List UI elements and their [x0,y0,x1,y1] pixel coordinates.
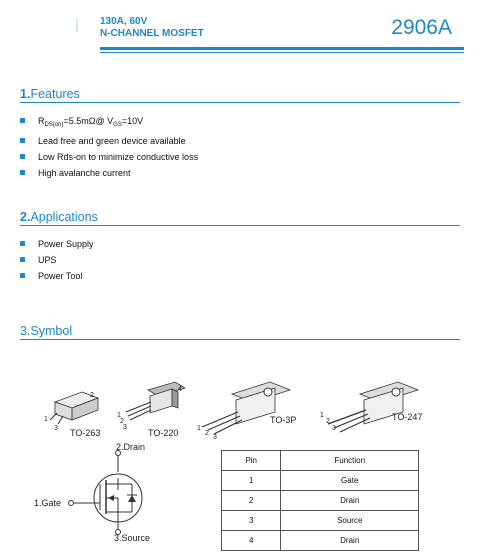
pin-num-4: 4 [178,386,182,393]
pin-num: 2 [90,392,94,399]
logo-mark [42,16,82,36]
pin-num: 1 [44,416,48,423]
pin-num: 1 [197,425,201,432]
source-label: 3.Source [114,533,151,543]
applications-heading: 2.Applications [20,210,460,226]
feature-item: High avalanche current [20,165,460,181]
features-list [20,113,460,181]
function-cell: Drain [281,531,419,551]
applications-section [20,210,460,284]
pin-cell: 3 [222,511,281,531]
feature-item: Lead free and green device available [20,133,460,149]
features-section [20,87,460,181]
pin-num: 1 [320,412,324,419]
label-to263: TO-263 [70,428,101,438]
drain-label: 2.Drain [116,442,146,452]
to3p-package [202,382,290,434]
application-item: UPS [20,252,460,268]
table-row [222,491,419,511]
applications-list [20,236,460,284]
pin-num: 2 [205,430,209,437]
function-cell: Gate [281,471,419,491]
label-to220: TO-220 [148,428,179,438]
table-row [222,471,419,491]
feature-item-rdson: $R_{DS(on)}=5.5m\Omega@$ $V_{GS}=10V$ [20,113,460,133]
header-type: N-CHANNEL MOSFET [100,28,204,39]
pin-table [221,450,419,551]
application-item: Power Supply [20,236,460,252]
feature-item: Low Rds-on to minimize conductive loss [20,149,460,165]
table-row [222,531,419,551]
features-heading: 1.Features [20,87,460,103]
header-title [100,16,204,40]
pin-num: 2 [120,418,124,425]
pin-num: 1 [117,412,121,419]
table-header-row [222,451,419,471]
symbol-heading: 3.Symbol [20,324,460,340]
application-item: Power Tool [20,268,460,284]
header-rule-thin [100,52,464,53]
table-row [222,511,419,531]
gate-label: 1.Gate [34,498,62,508]
function-cell: Source [281,511,419,531]
to247-package [328,382,418,432]
pin-num: 3 [332,425,336,432]
function-cell: Drain [281,491,419,511]
to220-package [126,382,185,420]
pin-num: 2 [326,418,330,425]
header-rule [100,47,464,50]
pin-num: 3 [123,424,127,431]
header-function: Function [281,451,419,471]
header-pin: Pin [222,451,281,471]
label-to247: TO-247 [392,412,423,422]
pin-num: 3 [213,434,217,441]
part-number: 2906A [391,16,452,39]
symbol-section [20,324,460,340]
pin-num: 3 [54,425,58,432]
header-rating: 130A, 60V [100,16,148,27]
pin-cell: 1 [222,471,281,491]
label-to3p: TO-3P [270,415,297,425]
pin-cell: 4 [222,531,281,551]
pin-cell: 2 [222,491,281,511]
